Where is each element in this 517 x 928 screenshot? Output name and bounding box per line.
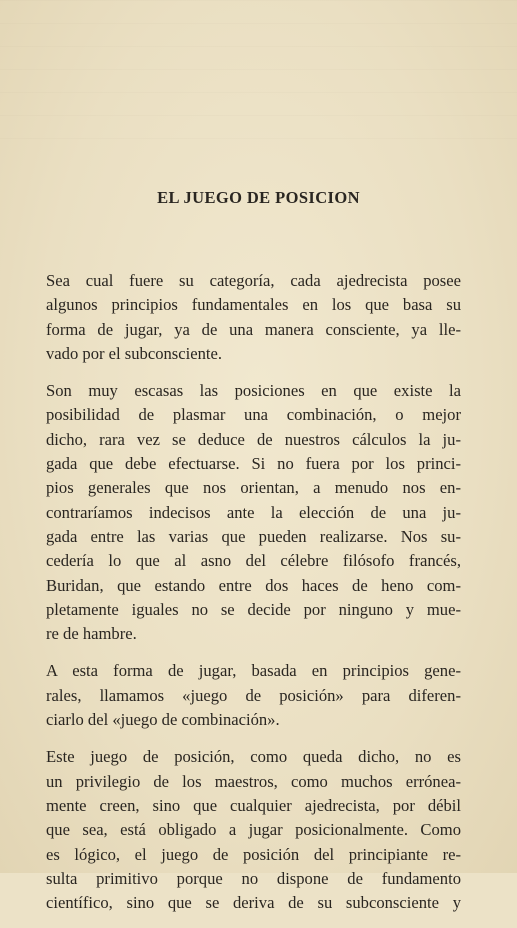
text-line: sulta primitivo porque no dispone de fundamento (46, 868, 461, 888)
text-line: gada entre las varias que pueden realizarse. Nos su- (46, 526, 461, 546)
text-line: un privilegio de los maestros, como muchos erróneа- (46, 771, 461, 791)
paragraph-2 (46, 379, 461, 646)
text-line: Sea cual fuere su categoría, cada ajedrecista posee (46, 271, 461, 290)
text-line: cedería lo que al asno del célebre filósofo francés, (46, 551, 461, 571)
text-line: re de hambre. (46, 624, 137, 644)
text-line: Este juego de posición, como queda dicho, no es (46, 747, 461, 767)
paragraph-3 (46, 659, 461, 732)
show-through-text (0, 0, 517, 150)
text-line: forma de jugar, ya de una manera consciente, ya lle- (46, 319, 461, 339)
text-line: rales, llamamos «juego de posición» para diferen- (46, 685, 461, 705)
text-line: posibilidad de plasmar una combinación, o mejor (46, 405, 461, 425)
text-line: Son muy escasas las posiciones en que existe la (46, 381, 461, 401)
text-line: pios generales que nos orientan, a menudo nos en- (46, 478, 461, 498)
paragraph-4 (46, 745, 461, 915)
text-line: algunos principios fundamentales en los que basa su (46, 295, 461, 315)
text-line: dicho, rara vez se deduce de nuestros cálculos la ju- (46, 429, 461, 449)
text-line: ciarlo del «juego de combinación». (46, 710, 280, 730)
chapter-title: EL JUEGO DE POSICION (157, 188, 360, 207)
text-line: Buridan, que estando entre dos haces de heno com- (46, 575, 461, 595)
text-line: gada que debe efectuarse. Si no fuera por los princi- (46, 454, 461, 474)
text-line: es lógico, el juego de posición del principiante re- (46, 844, 461, 864)
text-line: A esta forma de jugar, basada en principios gene- (46, 661, 461, 681)
text-line: vado por el subconsciente. (46, 343, 223, 363)
body-text (46, 269, 461, 928)
text-line: pletamente iguales no se decide por ninguno y mue- (46, 599, 461, 619)
text-line: contraríamos indecisos ante la elección de una ju- (46, 502, 461, 522)
text-line: que sea, está obligado a jugar posicionalmente. Como (46, 820, 461, 840)
text-line: mente creen, sino que cualquier ajedrecista, por débil (46, 795, 461, 815)
text-line: científico, sino que se deriva de su subconsciente y (46, 893, 461, 913)
paragraph-1 (46, 269, 461, 366)
